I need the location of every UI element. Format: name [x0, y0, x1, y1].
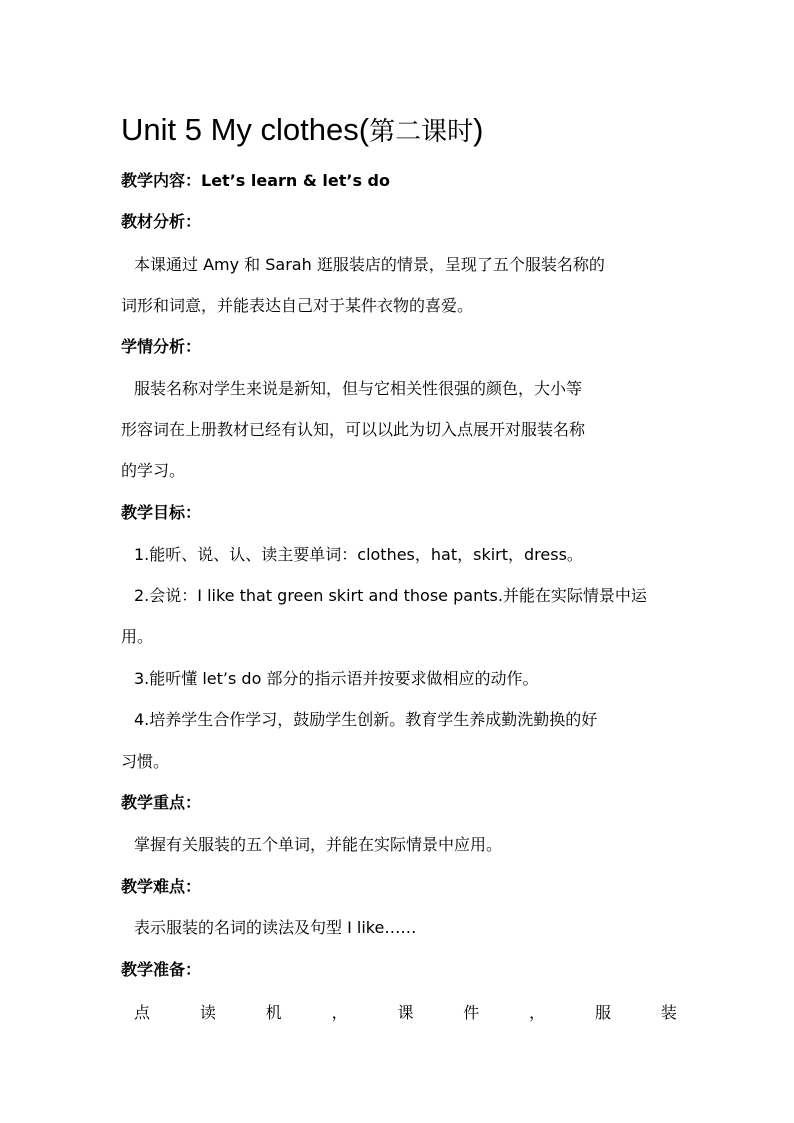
prep-char: 服: [595, 1003, 612, 1022]
content-heading: 教学内容：Let’s learn & let’s do: [121, 171, 390, 190]
prep-char: 读: [199, 1003, 216, 1022]
goal-line: 习惯。: [121, 752, 170, 771]
prep-char: 装: [660, 1003, 677, 1022]
prep-line: [121, 1003, 677, 1023]
title-english: Unit 5 My clothes(: [121, 112, 370, 147]
page-title: [121, 108, 483, 154]
goal-line: 3.能听懂 let’s do 部分的指示语并按要求做相应的动作。: [134, 669, 539, 688]
key-line: 掌握有关服装的五个单词，并能在实际情景中应用。: [134, 835, 503, 854]
prep-char: ，: [529, 1003, 546, 1022]
goals-heading: 教学目标：: [121, 503, 202, 522]
goal-line: 用。: [121, 627, 154, 646]
student-line: 服装名称对学生来说是新知，但与它相关性很强的颜色，大小等: [134, 379, 583, 398]
goal-line: 4.培养学生合作学习，鼓励学生创新。教育学生养成勤洗勤换的好: [134, 710, 598, 729]
prep-char: 件: [463, 1003, 480, 1022]
title-close-paren: ): [473, 112, 484, 147]
student-line: 的学习。: [121, 461, 186, 480]
analysis-heading: 教材分析：: [121, 212, 202, 231]
goal-line: 2.会说：I like that green skirt and those pants.并能在实际情景中运: [134, 586, 647, 605]
title-chinese: 第二课时: [369, 117, 474, 147]
prep-char: 点: [134, 1003, 151, 1022]
prep-char: ，: [331, 1003, 348, 1022]
student-heading: 学情分析：: [121, 337, 202, 356]
goal-line: 1.能听、说、认、读主要单词：clothes，hat，skirt，dress。: [134, 545, 583, 564]
analysis-line: 本课通过 Amy 和 Sarah 逛服装店的情景，呈现了五个服装名称的: [134, 255, 605, 274]
prep-char: 课: [397, 1003, 414, 1022]
difficulty-heading: 教学难点：: [121, 877, 202, 896]
prep-heading: 教学准备：: [121, 960, 202, 979]
analysis-line: 词形和词意，并能表达自己对于某件衣物的喜爱。: [121, 296, 474, 315]
prep-char: 机: [265, 1003, 282, 1022]
key-heading: 教学重点：: [121, 793, 202, 812]
student-line: 形容词在上册教材已经有认知，可以以此为切入点展开对服装名称: [121, 420, 586, 439]
difficulty-line: 表示服装的名词的读法及句型 I like……: [134, 918, 417, 937]
